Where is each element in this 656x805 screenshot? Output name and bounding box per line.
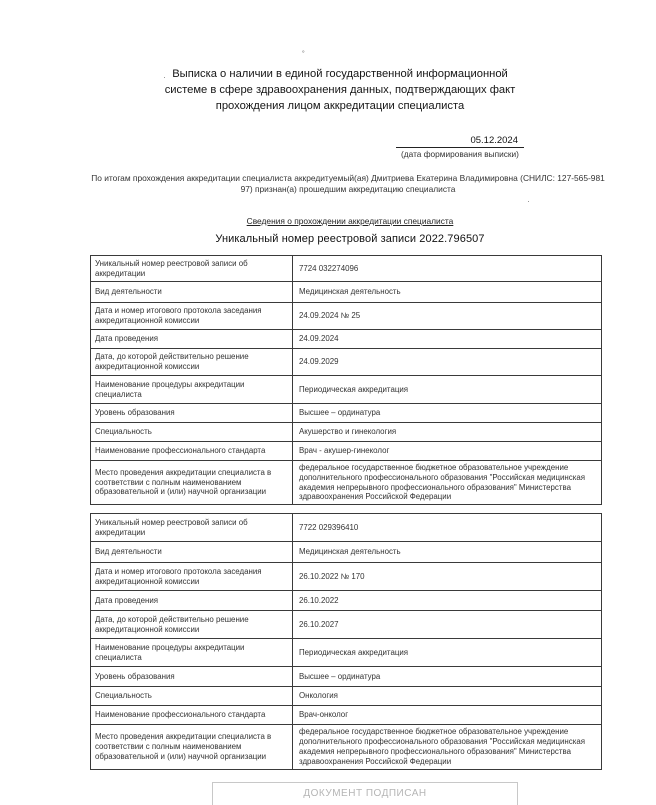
table-row [91, 667, 602, 687]
row-label: Специальность [91, 423, 293, 442]
issue-date-caption: (дата формирования выписки) [401, 149, 519, 159]
accreditation-table-2 [90, 513, 602, 770]
row-label: Вид деятельности [91, 282, 293, 303]
row-value: Врач-онколог [293, 706, 602, 725]
table-row [91, 423, 602, 442]
row-label: Наименование процедуры аккредитации специалиста [91, 639, 293, 667]
table-row [91, 591, 602, 611]
table-row [91, 725, 602, 770]
row-value: Высшее – ординатура [293, 667, 602, 687]
row-label: Уровень образования [91, 404, 293, 423]
row-label: Место проведения аккредитации специалиста в соответствии с полным наименованием образовательной и (или) научной организации [91, 725, 293, 770]
row-value: 7722 029396410 [293, 514, 602, 542]
issue-date: 05.12.2024 [396, 135, 524, 148]
table-row [91, 461, 602, 505]
table-row [91, 563, 602, 591]
signed-document-stamp: ДОКУМЕНТ ПОДПИСАН [212, 782, 518, 805]
row-value: Медицинская деятельность [293, 282, 602, 303]
row-label: Наименование профессионального стандарта [91, 706, 293, 725]
section-heading: Сведения о прохождении аккредитации специалиста [246, 216, 454, 226]
table-row [91, 256, 602, 282]
table-row [91, 330, 602, 349]
table-row [91, 639, 602, 667]
issue-date-block [396, 135, 524, 159]
row-value: 24.09.2029 [293, 349, 602, 376]
row-value: 24.09.2024 [293, 330, 602, 349]
row-value: Медицинская деятельность [293, 542, 602, 563]
row-value: Врач - акушер-гинеколог [293, 442, 602, 461]
row-label: Вид деятельности [91, 542, 293, 563]
row-label: Дата, до которой действительно решение аккредитационной комиссии [91, 611, 293, 639]
scan-speck: ˚ [302, 50, 305, 60]
row-value: 26.10.2022 № 170 [293, 563, 602, 591]
row-label: Наименование профессионального стандарта [91, 442, 293, 461]
row-label: Уникальный номер реестровой записи об аккредитации [91, 256, 293, 282]
scan-speck: · [527, 196, 530, 206]
table-row [91, 404, 602, 423]
row-value: 26.10.2022 [293, 591, 602, 611]
row-label: Специальность [91, 687, 293, 706]
row-value: Периодическая аккредитация [293, 639, 602, 667]
table-row [91, 303, 602, 330]
row-value: Периодическая аккредитация [293, 376, 602, 404]
row-label: Дата проведения [91, 591, 293, 611]
row-label: Уникальный номер реестровой записи об аккредитации [91, 514, 293, 542]
row-value: 7724 032274096 [293, 256, 602, 282]
table-row [91, 282, 602, 303]
scan-speck: · [163, 72, 166, 82]
row-value: Акушерство и гинекология [293, 423, 602, 442]
table-row [91, 706, 602, 725]
row-label: Дата проведения [91, 330, 293, 349]
row-value: федеральное государственное бюджетное образовательное учреждение дополнительного профессионального образования "Российская медицинская академия непрерывного профессионального образования" Министерства здравоохранения Российской Федерации [293, 461, 602, 505]
row-value: федеральное государственное бюджетное образовательное учреждение дополнительного профессионального образования "Российская медицинская академия непрерывного профессионального образования" Министерства здравоохранения Российской Федерации [293, 725, 602, 770]
table-row [91, 442, 602, 461]
table-row [91, 611, 602, 639]
row-value: 24.09.2024 № 25 [293, 303, 602, 330]
record-title: Уникальный номер реестровой записи 2022.796507 [215, 233, 485, 245]
row-label: Уровень образования [91, 667, 293, 687]
row-label: Наименование процедуры аккредитации специалиста [91, 376, 293, 404]
document-title: Выписка о наличии в единой государственной информационной системе в сфере здравоохранения данных, подтверждающих факт прохождения лицом аккредитации специалиста [164, 68, 516, 112]
intro-paragraph: По итогам прохождения аккредитации специалиста аккредитуемый(ая) Дмитриева Екатерина Владимировна (СНИЛС: 127-565-981 97) признан(а) прошедшим аккредитацию специалиста [91, 173, 605, 194]
row-label: Дата и номер итогового протокола заседания аккредитационной комиссии [91, 303, 293, 330]
row-value: 26.10.2027 [293, 611, 602, 639]
row-label: Дата, до которой действительно решение аккредитационной комиссии [91, 349, 293, 376]
table-row [91, 376, 602, 404]
row-value: Высшее – ординатура [293, 404, 602, 423]
table-row [91, 514, 602, 542]
table-row [91, 687, 602, 706]
row-value: Онкология [293, 687, 602, 706]
row-label: Дата и номер итогового протокола заседания аккредитационной комиссии [91, 563, 293, 591]
table-row [91, 349, 602, 376]
row-label: Место проведения аккредитации специалиста в соответствии с полным наименованием образовательной и (или) научной организации [91, 461, 293, 505]
accreditation-table-1 [90, 255, 602, 505]
table-row [91, 542, 602, 563]
